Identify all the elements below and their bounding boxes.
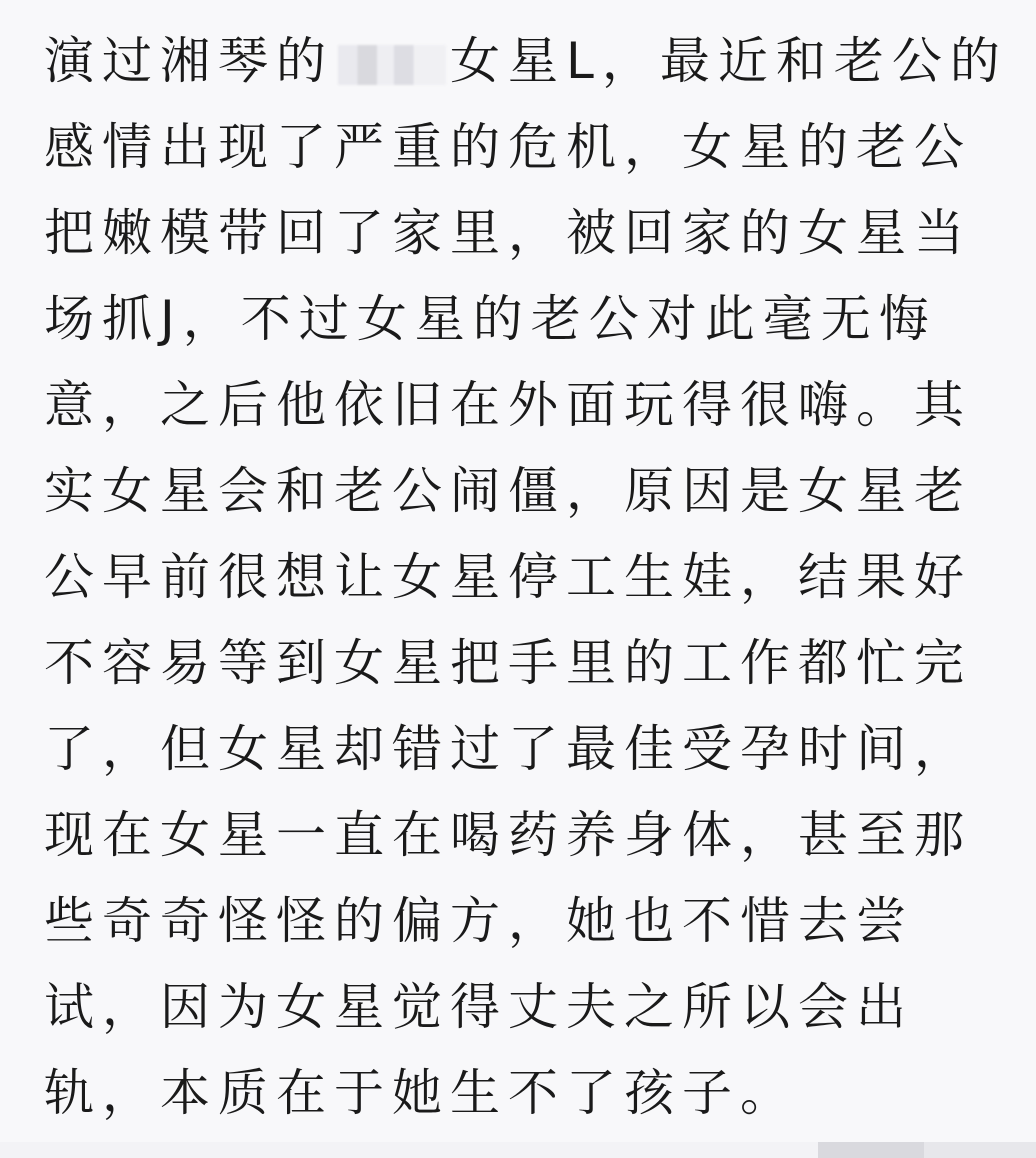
line1-suffix: 女星L，最近和老公的 bbox=[450, 32, 1008, 90]
bottom-edge-bar bbox=[0, 1142, 1036, 1158]
bottom-grey-block-right bbox=[924, 1142, 1036, 1158]
article-line-11: 些奇奇怪怪的偏方，她也不惜去尝 bbox=[44, 892, 914, 950]
article-line-1 bbox=[44, 18, 1008, 104]
article-line-3: 把嫩模带回了家里，被回家的女星当 bbox=[44, 204, 972, 262]
article-line-6: 实女星会和老公闹僵，原因是女星老 bbox=[44, 462, 972, 520]
article-line-5: 意，之后他依旧在外面玩得很嗨。其 bbox=[44, 376, 972, 434]
article-line-9: 了，但女星却错过了最佳受孕时间， bbox=[44, 720, 972, 778]
article-line-2: 感情出现了严重的危机，女星的老公 bbox=[44, 118, 972, 176]
blurred-name-mask bbox=[338, 45, 446, 85]
article-line-4: 场抓J，不过女星的老公对此毫无悔 bbox=[44, 290, 937, 348]
article-line-12: 试，因为女星觉得丈夫之所以会出 bbox=[44, 978, 914, 1036]
article-line-8: 不容易等到女星把手里的工作都忙完 bbox=[44, 634, 972, 692]
bottom-grey-block-left bbox=[818, 1142, 924, 1158]
article-line-10: 现在女星一直在喝药养身体，甚至那 bbox=[44, 806, 972, 864]
article-line-13: 轨，本质在于她生不了孩子。 bbox=[44, 1064, 798, 1122]
line1-prefix: 演过湘琴的 bbox=[44, 32, 334, 90]
article-line-7: 公早前很想让女星停工生娃，结果好 bbox=[44, 548, 972, 606]
